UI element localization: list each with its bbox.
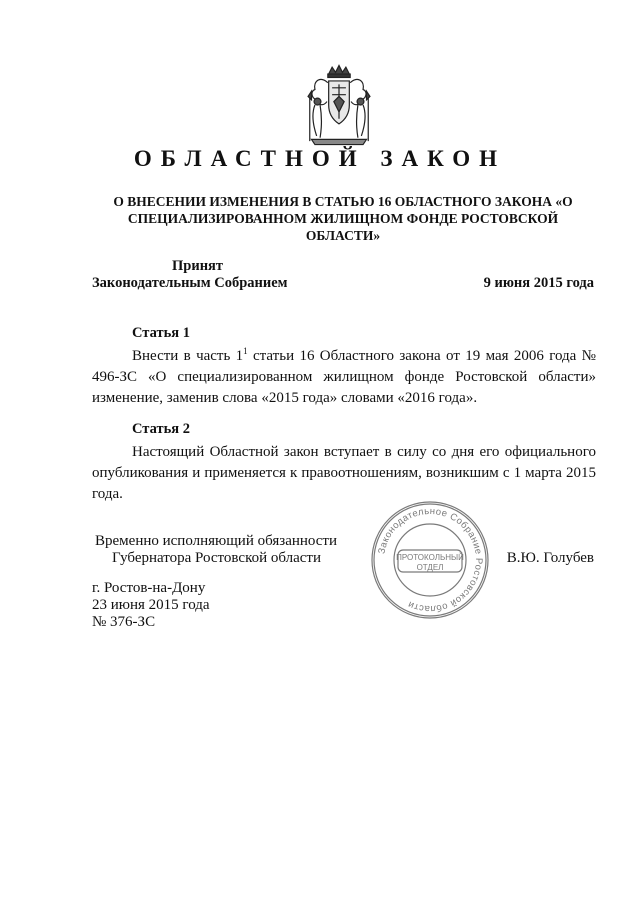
article-1-heading: Статья 1 xyxy=(132,325,190,341)
signing-date: 23 июня 2015 года xyxy=(92,597,210,613)
article-1-text xyxy=(92,346,596,409)
article-2-heading: Статья 2 xyxy=(132,421,190,437)
document-title: ОБЛАСТНОЙ ЗАКОН xyxy=(133,146,507,171)
article-1-text-rest: статьи 16 Областного закона от 19 мая 2006 года № 496-ЗС «О специализированном жилищном фонде Ростовской области» изменение, заменив слова «2015 года» словами «2016 года». xyxy=(92,348,596,406)
official-stamp xyxy=(368,498,492,622)
document-subtitle: О ВНЕСЕНИИ ИЗМЕНЕНИЯ В СТАТЬЮ 16 ОБЛАСТНОГО ЗАКОНА «О СПЕЦИАЛИЗИРОВАННОМ ЖИЛИЩНОМ ФОНДЕ РОСТОВСКОЙ ОБЛАСТИ» xyxy=(113,194,573,243)
adoption-date: 9 июня 2015 года xyxy=(483,275,594,291)
article-1-superscript: 1 xyxy=(243,346,248,356)
article-2-text: Настоящий Областной закон вступает в силу со дня его официального опубликования и применяется к правоотношениям, возникшим с 1 марта 2015 года. xyxy=(92,444,596,502)
coat-of-arms-icon xyxy=(296,62,382,148)
place-of-signing: г. Ростов-на-Дону xyxy=(92,580,206,596)
document-footer xyxy=(92,580,210,631)
stamp-center-line2: ОТДЕЛ xyxy=(416,563,444,572)
signatory-position-line2: Губернатора Ростовской области xyxy=(112,550,322,566)
article-1-text-start: Внести в часть 1 xyxy=(132,348,244,364)
signatory-position-line1: Временно исполняющий обязанности xyxy=(95,533,338,549)
stamp-center-line1: ПРОТОКОЛЬНЫЙ xyxy=(396,553,464,562)
signatory-name: В.Ю. Голубев xyxy=(506,550,594,566)
stamp-ring-text: Законодательное Собрание Ростовской области xyxy=(376,505,485,615)
adoption-body: Законодательным Собранием xyxy=(92,275,288,291)
law-number: № 376-ЗС xyxy=(92,614,156,630)
adoption-label: Принят xyxy=(172,258,224,274)
